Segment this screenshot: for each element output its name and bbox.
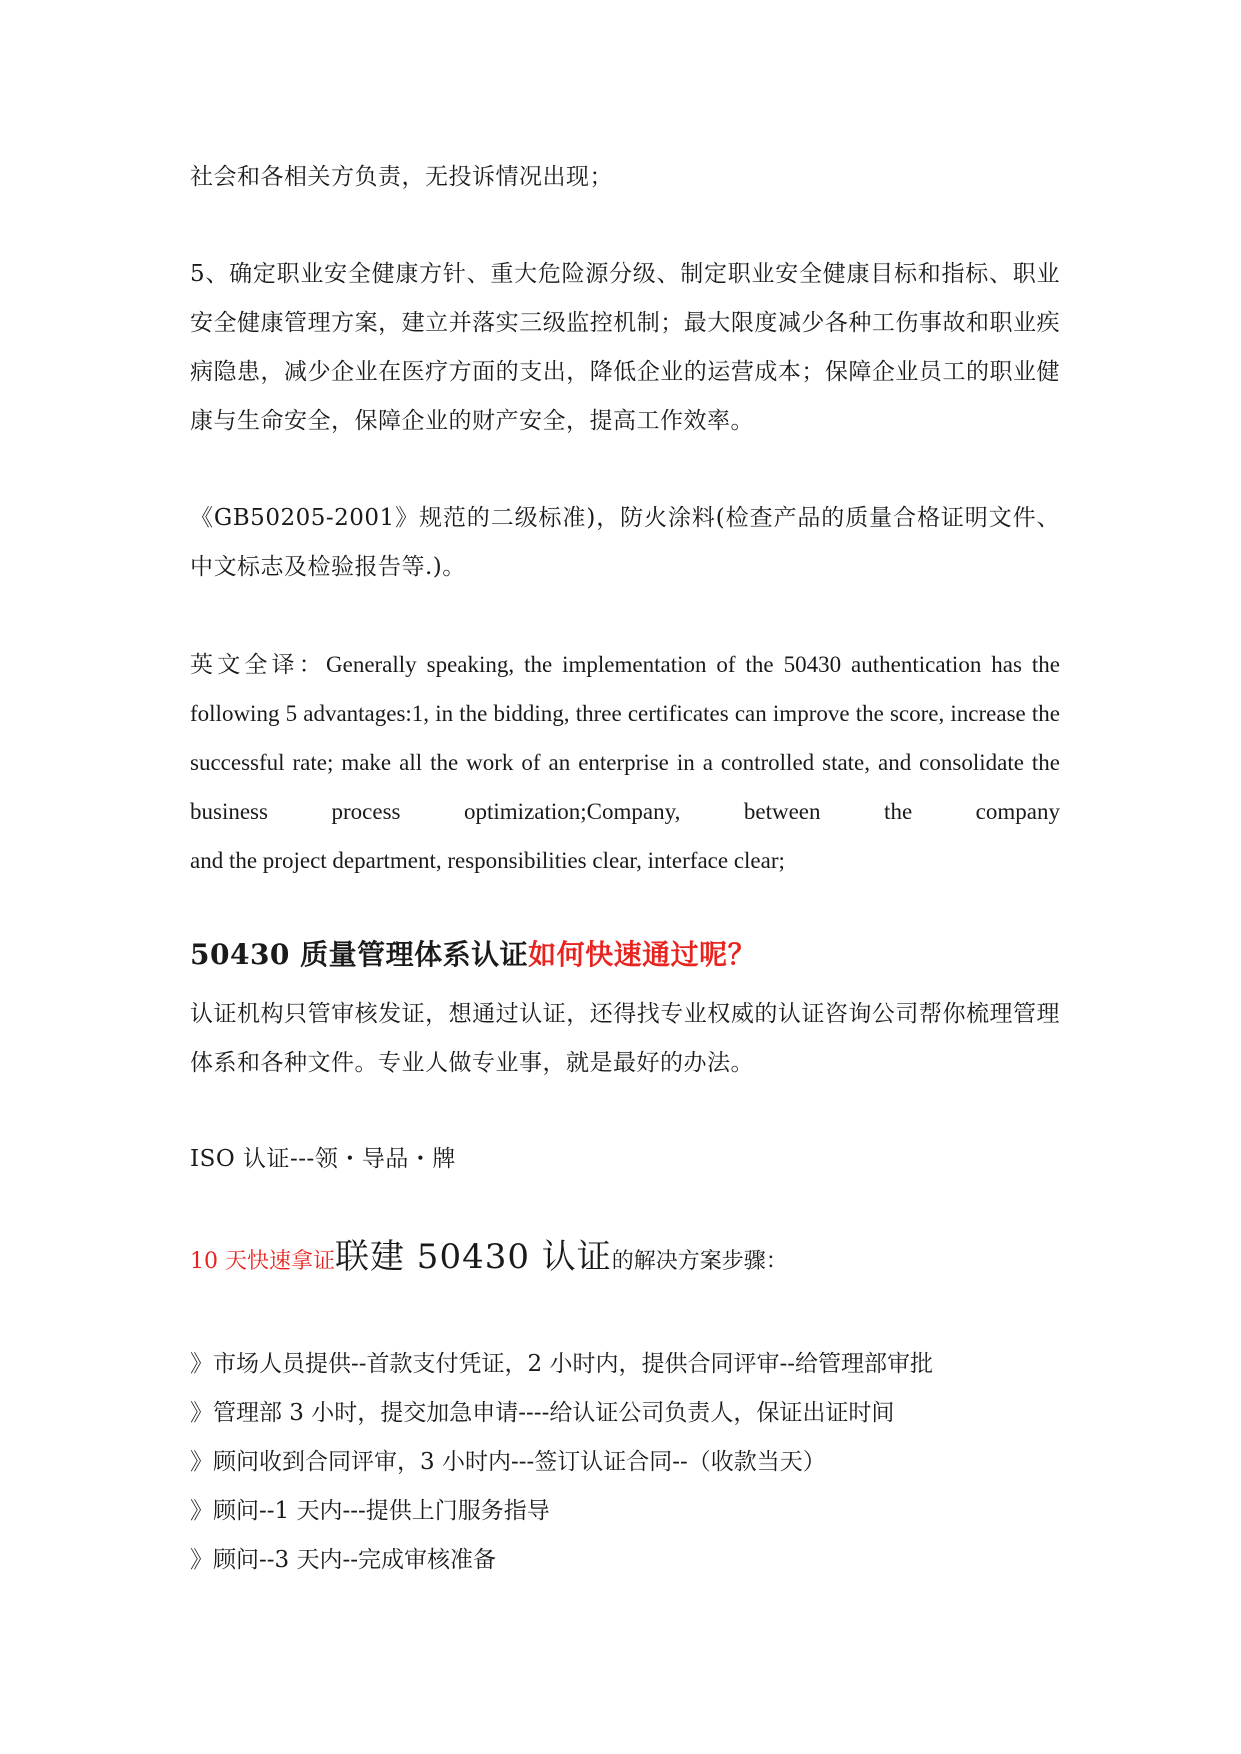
steps-title-big: 联建 50430 认证 (335, 1237, 612, 1277)
english-translation-last-line: and the project department, responsibilities clear, interface clear; (190, 848, 785, 873)
step-item: 》顾问--1 天内---提供上门服务指导 (190, 1498, 550, 1524)
paragraph-responsibility: 社会和各相关方负责，无投诉情况出现； (190, 164, 613, 190)
english-translation-main: 英文全译：Generally speaking, the implementation of the 50430 authentication has the following 5 advantages:1, in the bidding, three certificates can improve the score, increase the successful rate; make all the work of an enterprise in a controlled state, and consolidate the business process optimization;Company, between the company (190, 652, 1060, 824)
paragraph-english-translation (190, 640, 1060, 885)
heading-black-part: 50430 质量管理体系认证 (190, 938, 529, 971)
steps-list (190, 1340, 1060, 1585)
iso-brand-line: ISO 认证---领・导品・牌 (190, 1146, 456, 1172)
steps-title-red: 10 天快速拿证 (190, 1249, 335, 1274)
step-item: 》顾问--3 天内--完成审核准备 (190, 1547, 497, 1573)
section-heading (190, 935, 1060, 975)
paragraph-intro: 认证机构只管审核发证，想通过认证，还得找专业权威的认证咨询公司帮你梳理管理体系和各种文件。专业人做专业事，就是最好的办法。 (190, 1001, 1060, 1076)
step-item: 》管理部 3 小时，提交加急申请----给认证公司负责人，保证出证时间 (190, 1400, 895, 1426)
step-item: 》市场人员提供--首款支付凭证，2 小时内，提供合同评审--给管理部审批 (190, 1351, 934, 1377)
steps-title (190, 1235, 1060, 1285)
paragraph-gb-standard: 《GB50205-2001》规范的二级标准)，防火涂料(检查产品的质量合格证明文件、中文标志及检验报告等.)。 (190, 505, 1060, 580)
step-item: 》顾问收到合同评审，3 小时内---签订认证合同--（收款当天） (190, 1449, 826, 1475)
heading-red-part: 如何快速通过呢？ (528, 938, 757, 971)
steps-title-rest: 的解决方案步骤： (611, 1249, 788, 1274)
paragraph-occupational-safety: 5、确定职业安全健康方针、重大危险源分级、制定职业安全健康目标和指标、职业安全健康管理方案，建立并落实三级监控机制；最大限度减少各种工伤事故和职业疾病隐患，减少企业在医疗方面的支出，降低企业的运营成本；保障企业员工的职业健康与生命安全，保障企业的财产安全，提高工作效率。 (190, 261, 1060, 434)
